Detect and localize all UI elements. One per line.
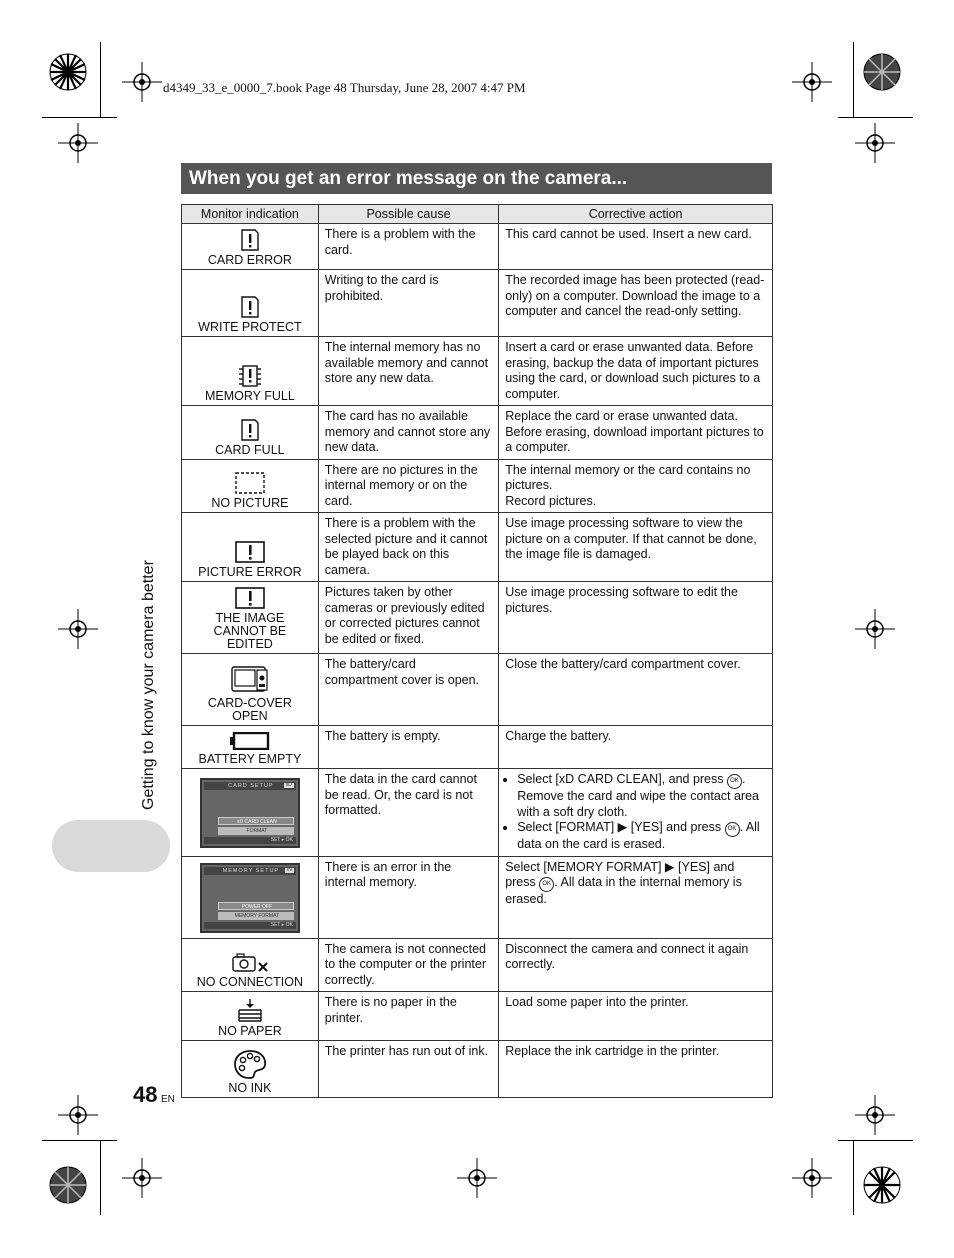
- corrective-action: Close the battery/card compartment cover.: [499, 654, 773, 726]
- picture-exclaim-icon: [235, 541, 265, 563]
- no-ink-icon: [233, 1049, 267, 1079]
- menu-option: MEMORY FORMAT: [218, 912, 294, 920]
- xd-card-icon: xD: [285, 782, 292, 789]
- menu-option: FORMAT: [218, 827, 294, 835]
- column-header: Possible cause: [318, 205, 498, 224]
- table-row: [182, 270, 773, 337]
- menu-option: POWER OFF: [218, 902, 294, 910]
- possible-cause: There are no pictures in the internal memory or on the card.: [318, 459, 498, 513]
- crop-mark: [100, 1140, 101, 1215]
- no-connection-icon: [231, 953, 269, 973]
- possible-cause: There is a problem with the selected picture and it cannot be played back on this camera.: [318, 513, 498, 582]
- crosshair-mark-icon: [855, 609, 895, 649]
- picture-exclaim-icon: [235, 587, 265, 609]
- table-row: [182, 726, 773, 769]
- crop-mark: [853, 42, 854, 117]
- table-row: [182, 938, 773, 992]
- section-title: When you get an error message on the camera...: [181, 163, 772, 194]
- menu-option: xD CARD CLEAN: [218, 817, 294, 825]
- crosshair-mark-icon: [855, 123, 895, 163]
- corrective-action: Select [MEMORY FORMAT] ▶ [YES] and press OK . All data in the internal memory is erased.: [499, 856, 773, 938]
- crosshair-mark-icon: [457, 1158, 497, 1198]
- action-step: • Select [FORMAT] ▶ [YES] and press OK . All data on the card is erased.: [517, 820, 766, 853]
- card-setup-screen: [200, 778, 300, 848]
- no-paper-icon: [235, 998, 265, 1022]
- corrective-action: The recorded image has been protected (read-only) on a computer. Download the image to a computer and cancel the read-only setting.: [499, 270, 773, 337]
- ok-button-icon: OK: [727, 774, 742, 789]
- table-row: [182, 459, 773, 513]
- screen-title: MEMORY SETUP: [222, 868, 280, 874]
- possible-cause: The printer has run out of ink.: [318, 1041, 498, 1098]
- crop-mark: [100, 42, 101, 117]
- column-header: Monitor indication: [182, 205, 319, 224]
- table-row: [182, 337, 773, 406]
- table-header-row: [182, 205, 773, 224]
- table-row: [182, 1041, 773, 1098]
- possible-cause: There is a problem with the card.: [318, 224, 498, 270]
- possible-cause: There is an error in the internal memory.: [318, 856, 498, 938]
- monitor-indication: BATTERY EMPTY: [198, 752, 302, 766]
- corrective-action: Load some paper into the printer.: [499, 992, 773, 1041]
- table-row: [182, 654, 773, 726]
- monitor-indication: WRITE PROTECT: [198, 320, 302, 334]
- corrective-action: This card cannot be used. Insert a new card.: [499, 224, 773, 270]
- section-tab: [52, 820, 170, 872]
- registration-wheel-icon: [48, 52, 88, 92]
- page-number: 48: [133, 1082, 158, 1107]
- monitor-indication: CARD FULL: [215, 442, 285, 457]
- table-row: [182, 513, 773, 582]
- possible-cause: Pictures taken by other cameras or previously edited or corrected pictures cannot be edited or fixed.: [318, 582, 498, 654]
- book-header-line: d4349_33_e_0000_7.book Page 48 Thursday, June 28, 2007 4:47 PM: [163, 80, 526, 95]
- possible-cause: The card has no available memory and cannot store any new data.: [318, 406, 498, 460]
- corrective-action: Replace the ink cartridge in the printer.: [499, 1041, 773, 1098]
- battery-empty-icon: [230, 732, 270, 750]
- crosshair-mark-icon: [122, 1158, 162, 1198]
- crop-mark: [42, 1140, 117, 1141]
- crosshair-mark-icon: [122, 62, 162, 102]
- screen-footer: SET ▸ OK: [204, 837, 296, 844]
- dashed-frame-icon: [235, 472, 265, 494]
- monitor-indication: MEMORY FULL: [204, 389, 295, 403]
- action-step: • Select [xD CARD CLEAN], and press OK . Remove the card and wipe the contact area with a soft dry cloth.: [517, 772, 766, 820]
- registration-wheel-icon: [48, 1165, 88, 1205]
- memory-setup-screen: [200, 863, 300, 933]
- corrective-action: Replace the card or erase unwanted data. Before erasing, download important pictures to a computer.: [499, 406, 773, 460]
- crosshair-mark-icon: [855, 1095, 895, 1135]
- corrective-action: Use image processing software to view the picture on a computer. If that cannot be done, the image file is damaged.: [499, 513, 773, 582]
- table-row: [182, 224, 773, 270]
- possible-cause: The data in the card cannot be read. Or, the card is not formatted.: [318, 769, 498, 857]
- crosshair-mark-icon: [792, 1158, 832, 1198]
- card-exclaim-icon: [240, 296, 260, 318]
- crosshair-mark-icon: [58, 1095, 98, 1135]
- possible-cause: There is no paper in the printer.: [318, 992, 498, 1041]
- side-section-label: Getting to know your camera better: [140, 560, 157, 810]
- table-row: [182, 856, 773, 938]
- registration-wheel-icon: [862, 52, 902, 92]
- corrective-action: The internal memory or the card contains no pictures. Record pictures.: [499, 459, 773, 513]
- crosshair-mark-icon: [58, 609, 98, 649]
- screen-footer: SET ▸ OK: [204, 922, 296, 929]
- ok-button-icon: OK: [725, 822, 740, 837]
- column-header: Corrective action: [499, 205, 773, 224]
- monitor-indication: NO INK: [228, 1081, 272, 1095]
- corrective-action: Use image processing software to edit the pictures.: [499, 582, 773, 654]
- ok-button-icon: OK: [539, 877, 554, 892]
- monitor-indication: NO PAPER: [218, 1024, 282, 1038]
- table-row: [182, 769, 773, 857]
- corrective-action: Insert a card or erase unwanted data. Before erasing, backup the data of important pictures using the card, or download such pictures to a computer.: [499, 337, 773, 406]
- possible-cause: The battery is empty.: [318, 726, 498, 769]
- corrective-action: Disconnect the camera and connect it again correctly.: [499, 938, 773, 992]
- registration-wheel-icon: [862, 1165, 902, 1205]
- possible-cause: Writing to the card is prohibited.: [318, 270, 498, 337]
- monitor-indication: NO PICTURE: [211, 496, 289, 510]
- monitor-indication: CARD ERROR: [207, 253, 292, 267]
- possible-cause: The internal memory has no available memory and cannot store any new data.: [318, 337, 498, 406]
- monitor-indication: PICTURE ERROR: [198, 565, 302, 579]
- table-row: [182, 406, 773, 460]
- crosshair-mark-icon: [58, 123, 98, 163]
- possible-cause: The camera is not connected to the computer or the printer correctly.: [318, 938, 498, 992]
- card-exclaim-icon: [240, 229, 260, 251]
- page-language: EN: [161, 1094, 175, 1105]
- memory-exclaim-icon: [238, 365, 262, 387]
- error-table: [181, 204, 773, 1098]
- monitor-indication: CARD-COVER OPEN: [207, 696, 292, 723]
- corrective-action: [499, 769, 773, 857]
- card-cover-icon: [231, 664, 269, 694]
- corrective-action: Charge the battery.: [499, 726, 773, 769]
- crop-mark: [42, 117, 117, 118]
- internal-memory-icon: IN: [286, 867, 292, 873]
- table-row: [182, 992, 773, 1041]
- table-row: [182, 582, 773, 654]
- monitor-indication: NO CONNECTION: [196, 975, 304, 989]
- crosshair-mark-icon: [792, 62, 832, 102]
- crop-mark: [838, 1140, 913, 1141]
- possible-cause: The battery/card compartment cover is open.: [318, 654, 498, 726]
- crop-mark: [838, 117, 913, 118]
- crop-mark: [853, 1140, 854, 1215]
- monitor-indication: THE IMAGE CANNOT BE EDITED: [213, 611, 287, 651]
- card-exclaim-icon: [240, 419, 260, 441]
- screen-title: CARD SETUP: [228, 783, 274, 790]
